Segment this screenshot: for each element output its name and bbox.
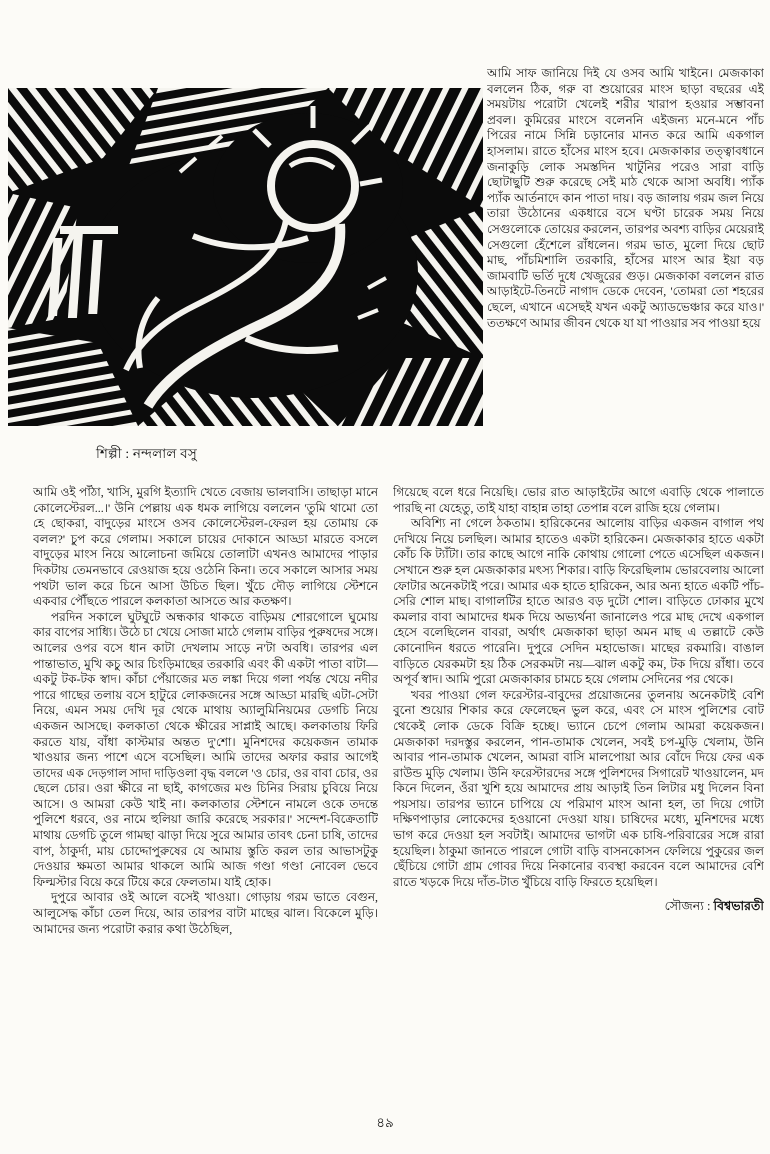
right-column-top — [487, 66, 764, 484]
right-column-bottom — [393, 485, 764, 1117]
paragraph: দুপুরে আবার ওই আলে বসেই খাওয়া। গোড়ায় গরম ভাতে বেগুন, আলুসেদ্ধ কাঁচা তেল দিয়ে, আর তারপর বাটা মাছের ঝাল। বিকেলে মুড়ি। আমাদের জন্য পরোটা করার কথা উঠেছিল, — [33, 890, 378, 936]
courtesy-publisher: বিশ্বভারতী — [713, 899, 764, 914]
paragraph: অবিশ্যি না গেলে ঠকতাম। হারিকেনের আলোয় বাড়ির একজন বাগাল পথ দেখিয়ে নিয়ে চলছিল। আমার হাতেও একটা হারিকেন। মেজকাকার হাতে একটা কোঁচ কি ট্যাঁটা। তার কাছে আগে নাকি কোথায় গোলো পেতে এসেছিল একজন। সেখানে শুরু হল মেজকাকার মৎস্য শিকার। বাড়ি ফিরেছিলাম ভোরবেলায় আলো ফোটার অনেকটাই পরে। আমার এক হাতে হারিকেন, আর অন্য হাতে একটি পাঁচ-সেরি শোল মাছ। বাগালটির হাতে আরও বড় দুটো শোল। বাড়িতে ঢোকার মুখে কমলার বাবা আমাদের ধমক দিয়ে অভ্যর্থনা জানালেও পরে মাছ দেখে একগাল হেসে বলেছিলেন বাবরা, অর্থাৎ মেজকাকা ছাড়া অমন মাছ এ তল্লাটে কেউ কোনোদিন ধরতে পারেনি। দুপুরে সেদিন মহাভোজ। মাছের রকমারি। বাঙাল বাড়িতে যেরকমটা হয় ঠিক সেরকমটা নয়—ঝাল একটু কম, টক দিয়ে রাঁধা। তবে অপূর্ব স্বাদ। আমি পুরো মেজকাকার চামচে হয়ে গেলাম সেদিনের পর থেকে। — [393, 516, 764, 687]
woodcut-art — [8, 88, 483, 426]
paragraph: আমি সাফ জানিয়ে দিই যে ওসব আমি খাইনে। মেজকাকা বললেন ঠিক, গরু বা শুয়োরের মাংস ছাড়া বছরের এই সময়টায় পরোটা খেলেই শরীর খারাপ হওয়ার সম্ভাবনা প্রবল। কুমিরের মাংসে বলেননি এইজন্য মনে-মনে পাঁচ পিরের নামে সিন্নি চড়ানোর মানত করে আমি একগাল হাসলাম। রাতে হাঁসের মাংস হবে। মেজকাকার তত্ত্বাবধানে জনাকুড়ি লোক সমস্তদিন খাটুনির পরেও সারা বাড়ি ছোটাছুটি শুরু করেছে সেই মাঠ থেকে আসা অবধি। প্যাঁক প্যাঁক আর্তনাদে কান পাতা দায়। বড় জালায় গরম জল নিয়ে তারা উঠোনের একধারে বসে ঘণ্টা চারেক সময় নিয়ে সেগুলোকে তোয়ের করলেন, তারপর অবশ্য বাড়ির মেয়েরাই সেগুলো হেঁশেলে রাঁধলেন। গরম ভাত, মুলো দিয়ে ছোট মাছ, পাঁচমিশালি তরকারি, হাঁসের মাংস আর ইয়া বড় জামবাটি ভর্তি দুধে খেজুরের গুড়। মেজকাকা বললেন রাত আড়াইটে-তিনটে নাগাদ ডেকে দেবেন, 'তোমরা তো শহরের ছেলে, এখানে এসেছই যখন একটু অ্যাডভেঞ্চার করে যাও।' ততক্ষণে আমার জীবন থেকে যা যা পাওয়ার সব পাওয়া হয়ে — [487, 66, 764, 330]
woodcut-illustration — [8, 88, 483, 426]
illustration-caption: শিল্পী : নন্দলাল বসু — [96, 446, 197, 461]
paragraph: আমি ওই পাঁঠা, খাসি, মুরগি ইত্যাদি খেতে বেজায় ভালবাসি। তাছাড়া মানে কোলেস্টেরল...।' উনি পেল্লায় এক ধমক লাগিয়ে বললেন 'তুমি থামো তো হে ছোকরা, বাদুড়ের মাংসে ওসব কোলেস্টেরল-ফেরল হয় তোমায় কে বলল?' চুপ করে গেলাম। সকালে চায়ের দোকানে আড্ডা মারতে বসলে বাদুড়ের মাংস নিয়ে আলোচনা জমিয়ে তোলাটা এখনও আমাদের পাড়ার দিকটায় তেমনভাবে রেওয়াজ হয়ে ওঠেনি কিনা। তবে সকালে আসার সময় পথটা ভাল করে চিনে আসা উচিত ছিল। খুঁচে দৌড় লাগিয়ে স্টেশনে একবার পৌঁছতে পারলে কলকাতা আসতে আর কতক্ষণ। — [33, 485, 378, 609]
paragraph: গিয়েছে বলে ধরে নিয়েছি। ভোর রাত আড়াইটের আগে এবাড়ি থেকে পালাতে পারছি না যেহেতু, তাই যাহা বাহান্ন তাহা তেপান্ন বলে রাজি হয়ে গেলাম। — [393, 485, 764, 515]
right-column-bottom-paragraphs — [393, 485, 764, 890]
page-number: ৪৯ — [376, 1115, 394, 1130]
paragraph: খবর পাওয়া গেল ফরেস্টার-বাবুদের প্রয়োজনের তুলনায় অনেকটাই বেশি বুনো শুয়োর শিকার করে ফেলেছেন ভুল করে, এবং সে মাংস পুলিশের বোট থেকেই লোক ডেকে বিক্রি হচ্ছে। ভ্যানে চেপে গেলাম আমরা কয়েকজন। মেজকাকা দরদস্তুর করলেন, পান-তামাক খেলেন, সবই চপ-মুড়ি খেলাম, উনি আবার পান-তামাক খেলেন, আমরা বাসি মালপোয়া আর বোঁদে দিয়ে ফের এক রাউন্ড মুড়ি খেলাম। উনি ফরেস্টারদের সঙ্গে পুলিশদের সিগারেট খাওয়ালেন, মদ কিনে দিলেন, ওঁরা খুশি হয়ে আমাদের প্রায় আড়াই তিন লিটার মধু দিলেন বিনা পয়সায়। তারপর ভ্যানে চাপিয়ে যে পরিমাণ মাংস আনা হল, তা দিয়ে গোটা দক্ষিণপাড়ার লোকেদের হওয়ানো দেওয়া যায়। চাষিদের মধ্যে, মুনিশদের মধ্যে ভাগ করে দেওয়া হল সবটাই। আমাদের ভাগটা এক চাষি-পরিবারের সঙ্গে রারা হয়েছিল। ঠাকুমা জানতে পারলে গোটা বাড়ি বাসনকোসন ফেলিয়ে পুকুরের জল ছেঁচিয়ে গোটা গ্রাম গোবর দিয়ে নিকানোর ব্যবস্থা করবেন বলে আমাদের বেশি রাতে খড়কে দিয়ে দাঁত-টাত খুঁচিয়ে বাড়ি ফিরতে হয়েছিল। — [393, 687, 764, 889]
paragraph: পরদিন সকালে ঘুটঘুটে অন্ধকার থাকতে বাড়িময় শোরগোলে ঘুমোয় কার বাপের সাধ্যি। উঠে চা খেয়ে সোজা মাঠে গেলাম বাড়ির পুরুষদের সঙ্গে। আলের ওপর বসে ধান কাটা দেখলাম সাড়ে ন'টা অবধি। তারপর এল পান্তাভাত, মুখি কচু আর চিংড়িমাছের তরকারি এবং কী একটা পাতা বাটা—একটু টক-টক স্বাদ। কাঁচা পেঁয়াজের মত লঙ্কা দিয়ে গলা পর্যন্ত খেয়ে নদীর পারে গাছের তলায় বসে হাটুরে লোকজনের সঙ্গে আড্ডা মারছি এটা-সেটা নিয়ে, এমন সময় দেখি দূর থেকে মাথায় অ্যালুমিনিয়মের ডেগচি নিয়ে একজন আসছে। কলকাতা থেকে ক্ষীরের সাপ্লাই আছে। কলকাতায় ফিরি করতে যায়, বাঁধা কাস্টমার অন্তত দু'শো। মুনিশদের কয়েকজন তামাক খাওয়ার জন্য পাশে এসে বসেছিল। আমি তাদের অফার করার আগেই তাদের এক দেড়গাল সাদা দাড়িওলা বৃদ্ধ বললে 'ও চোর, ওর বাবা চোর, ওর ছেলে চোর। ওরা ক্ষীরে না ছাই, কাগজের মণ্ড চিনির সিরায় চুবিয়ে নিয়ে আসে। ও আমরা কেউ খাই না। কলকাতার স্টেশনে নামলে ওকে তদন্তে পুলিশে ধরবে, ওর নামে হুলিয়া জারি করেছে সরকার।' সন্দেশ-বিক্রেতাটি মাথায় ডেগচি তুলে গামছা ঝাড়া দিয়ে সুরে আমার তাবৎ চেনা চাষি, তাদের বাপ, ঠাকুর্দা, মায় চোদ্দোপুরুষের যে আমায় স্তুতি করল তার আভাসটুকু দেওয়ার ক্ষমতা আমার থাকলে আমি আজ গণ্ডা গণ্ডা নোবেল ভেবে ফিল্মস্টার বিয়ে করে টিয়ে করে ফেলতাম। যাই হোক। — [33, 609, 378, 889]
courtesy-line — [393, 898, 764, 918]
left-column — [33, 485, 378, 1107]
courtesy-label: সৌজন্য : — [664, 899, 711, 914]
